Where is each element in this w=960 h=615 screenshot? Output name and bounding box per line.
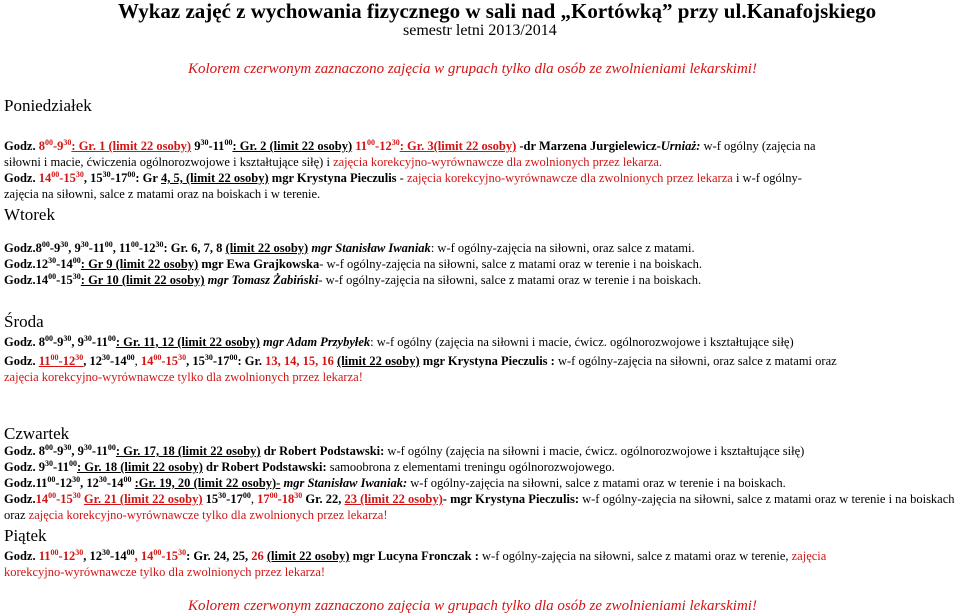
group-label: : Gr. 24, 25, — [186, 549, 249, 563]
tutor-name: - mgr Krystyna Pieczulis: — [442, 492, 579, 506]
class-description: siłowni i macie, ćwiczenia ogólnorozwojowe i kształtujące siłę) i — [4, 155, 330, 169]
tutor-name: mgr Tomasz Żabiński — [207, 273, 319, 287]
group-label: : Gr. 6, 7, 8 — [163, 241, 223, 255]
tutor-name: mgr Lucyna Fronczak : — [352, 549, 479, 563]
class-description: w-f ogólny (zajęcia na siłowni i macie, ćwicz. ogólnorozwojowe i kształtujące siłę) — [387, 444, 805, 458]
time-range: $Godz.12^{30}-14^{00}$ — [4, 256, 81, 271]
tuesday-line-3 — [4, 272, 701, 288]
tuesday-line-2 — [4, 256, 702, 272]
corrective-classes-note: zajęcia — [791, 549, 827, 563]
monday-line-3 — [4, 170, 802, 186]
corrective-classes-note: zajęcia korekcyjno-wyrównawcze dla zwolnionych przez lekarza. — [333, 155, 663, 169]
tutor-name: dr Robert Podstawski: — [263, 444, 385, 458]
group-label: Gr. 22, — [305, 492, 342, 506]
thursday-line-5 — [4, 507, 388, 523]
time-range: $9^{30}-11^{00}$ — [194, 138, 233, 153]
time-range: $Godz.8^{00}-9^{30}$, $9^{30}-11^{00}$, $11^{00}-12^{30}$ — [4, 240, 164, 255]
tutor-name: mgr Krystyna Pieczulis : — [422, 354, 555, 368]
group-label: : Gr. — [237, 354, 263, 368]
time-range: $11^{00}-12^{30}$ — [38, 353, 84, 368]
time-range: $14^{00}-15^{30}$ — [140, 353, 187, 368]
time-range: , $15^{30}-17^{00}$ — [186, 353, 238, 368]
time-range: , $12^{30}-14^{00}$ — [83, 548, 135, 563]
time-range: Godz. $8^{00}-9^{30}$, $9^{30}-11^{00}$ — [4, 334, 116, 349]
time-range: $Godz.14^{00}-15^{30}$ — [4, 272, 81, 287]
time-range: $14^{00}-15^{30}$ — [35, 491, 81, 506]
time-range: $14^{00}-15^{30}$ — [38, 170, 84, 185]
thursday-line-3 — [4, 475, 786, 491]
thursday-line-4: $Godz.14^{00}-15^{30}$ Gr. 21 (limit 22 osoby) $15^{30}-17^{00}$, $17^{00}-18^{30}$ Gr. 22, 23 (limit 22 osoby)- mgr Krystyna Pieczulis: w-f ogólny-zajęcia na siłowni, salce z matami oraz w terenie i na boiskach — [4, 491, 955, 506]
time-range: $17^{00}-18^{30}$ — [257, 491, 303, 506]
class-description: w-f ogólny-zajęcia na siłowni, salce z matami oraz w terenie, — [482, 549, 789, 563]
class-description: : w-f ogólny-zajęcia na siłowni, oraz salce z matami. — [430, 241, 695, 255]
tutor-name-italic: Urniaż: — [660, 139, 701, 153]
day-heading-wednesday: Środa — [4, 312, 44, 331]
group-limit: (limit 22 osoby) — [337, 354, 420, 368]
thursday-line-1 — [4, 443, 804, 459]
tutor-name: mgr Stanisław Iwaniak: — [283, 476, 408, 490]
group-label: 23 (limit 22 osoby) — [344, 492, 443, 506]
separator: , — [83, 171, 88, 185]
group-numbers: 4, 5, (limit 22 osoby) — [161, 171, 269, 185]
class-description: : w-f ogólny (zajęcia na siłowni i macie, ćwicz. ogólnorozwojowe i kształtujące siłę) — [370, 335, 794, 349]
monday-line-2 — [4, 154, 662, 170]
monday-line-1 — [4, 138, 816, 154]
group-label: : Gr 9 (limit 22 osoby) — [80, 257, 199, 271]
group-label: : Gr. 3(limit 22 osoby) — [399, 139, 517, 153]
wednesday-line-1 — [4, 334, 794, 350]
wednesday-line-3: zajęcia korekcyjno-wyrównawcze tylko dla zwolnionych przez lekarza! — [4, 370, 363, 384]
page-title: Wykaz zajęć z wychowania fizycznego w sali nad „Kortówką” przy ul.Kanafojskiego — [118, 0, 877, 23]
time-range: , $14^{00}-15^{30}$ — [134, 548, 187, 563]
footer-red-notice: Kolorem czerwonym zaznaczono zajęcia w grupach tylko dla osób ze zwolnieniami lekarskimi! — [188, 598, 757, 614]
group-label: : Gr. 1 (limit 22 osoby) — [71, 139, 192, 153]
tutor-name: mgr Krystyna Pieczulis — [271, 171, 397, 185]
time-range: , $12^{30}-14^{00}$ — [83, 353, 135, 368]
tutor-name: mgr Adam Przybyłek — [263, 335, 371, 349]
day-heading-monday: Poniedziałek — [4, 96, 92, 115]
group-label: : Gr. 17, 18 (limit 22 osoby) — [115, 444, 261, 458]
thursday-line-2 — [4, 459, 615, 475]
godz-label: Godz. — [4, 171, 36, 185]
group-numbers: 13, 14, 15, 16 — [265, 354, 334, 368]
group-limit: (limit 22 osoby) — [225, 241, 309, 255]
friday-line-1 — [4, 548, 826, 564]
time-range: $11^{00}-12^{30}$ — [38, 548, 84, 563]
day-heading-tuesday: Wtorek — [4, 205, 55, 224]
class-description: w-f ogólny-zajęcia na siłowni, salce z matami oraz w terenie i na boiskach — [582, 492, 955, 506]
group-label: : Gr. 11, 12 (limit 22 osoby) — [115, 335, 260, 349]
group-label: Gr. 21 (limit 22 osoby) — [83, 492, 203, 506]
time-range: $15^{30}-17^{00}$ — [205, 491, 251, 506]
day-heading-friday: Piątek — [4, 526, 47, 545]
time-range: $Godz.11^{00}-12^{30}$, $12^{30}-14^{00}$ — [4, 475, 132, 490]
group-label: : Gr. 2 (limit 22 osoby) — [232, 139, 353, 153]
separator: - — [399, 171, 404, 185]
godz-label: Godz. — [4, 354, 36, 368]
class-description: i w-f ogólny- — [735, 171, 802, 185]
group-numbers: 26 — [251, 549, 264, 563]
monday-line-4: zajęcia na siłowni, salce z matami oraz na boiskach i w terenie. — [4, 187, 321, 201]
class-description: - w-f ogólny-zajęcia na siłowni, salce z matami oraz w terenie i na boiskach. — [319, 257, 703, 271]
time-range: $11^{00}-12^{30}$ — [355, 138, 400, 153]
semester-subtitle: semestr letni 2013/2014 — [403, 22, 557, 39]
godz-label: Godz. — [4, 549, 36, 563]
class-description: - w-f ogólny-zajęcia na siłowni, salce z matami oraz w terenie i na boiskach. — [318, 273, 702, 287]
red-color-notice: Kolorem czerwonym zaznaczono zajęcia w grupach tylko dla osób ze zwolnieniami lekarskimi! — [188, 61, 757, 77]
class-description: oraz — [4, 508, 26, 522]
time-range: Godz. $9^{30}-11^{00}$ — [4, 459, 77, 474]
time-range: $8^{00}-9^{30}$ — [38, 138, 72, 153]
corrective-classes-note: zajęcia korekcyjno-wyrównawcze tylko dla zwolnionych przez lekarza! — [28, 508, 388, 522]
tuesday-line-1 — [4, 240, 695, 256]
group-limit: (limit 22 osoby) — [266, 549, 350, 563]
time-range: $15^{30}-17^{00}$ — [90, 170, 136, 185]
godz-label: Godz. — [4, 139, 36, 153]
tutor-name: mgr Stanisław Iwaniak — [311, 241, 431, 255]
class-description: w-f ogólny-zajęcia na siłowni, oraz salce z matami oraz — [557, 354, 837, 368]
corrective-classes-note: zajęcia korekcyjno-wyrównawcze dla zwolnionych przez lekarza — [406, 171, 733, 185]
group-label: : Gr. 18 (limit 22 osoby) — [76, 460, 203, 474]
tutor-name: -dr Marzena Jurgielewicz- — [519, 139, 661, 153]
group-label: : Gr — [135, 171, 158, 185]
godz-label: Godz. — [4, 492, 36, 506]
day-heading-thursday: Czwartek — [4, 424, 70, 443]
friday-line-2: korekcyjno-wyrównawcze tylko dla zwolnionych przez lekarza! — [4, 565, 326, 579]
tutor-name: mgr Ewa Grajkowska — [201, 257, 320, 271]
time-range: Godz. $8^{00}-9^{30}$, $9^{30}-11^{00}$ — [4, 443, 116, 458]
group-label: : Gr 10 (limit 22 osoby) — [80, 273, 205, 287]
class-description: w-f ogólny-zajęcia na siłowni, salce z matami oraz w terenie i na boiskach. — [410, 476, 786, 490]
wednesday-line-2: Godz. $11^{00}-12^{30}$, $12^{30}-14^{00}$, $14^{00}-15^{30}$, $15^{30}-17^{00}$: Gr. 13, 14, 15, 16 (limit 22 osoby) mgr Krystyna Pieczulis : w-f ogólny-zajęcia na siłowni, oraz salce z matami oraz — [4, 353, 837, 368]
group-label: :Gr. 19, 20 (limit 22 osoby)- — [134, 476, 281, 490]
tutor-name: dr Robert Podstawski: — [206, 460, 327, 474]
class-description: w-f ogólny (zajęcia na — [703, 139, 816, 153]
class-description: samoobrona z elementami treningu ogólnorozwojowego. — [329, 460, 615, 474]
